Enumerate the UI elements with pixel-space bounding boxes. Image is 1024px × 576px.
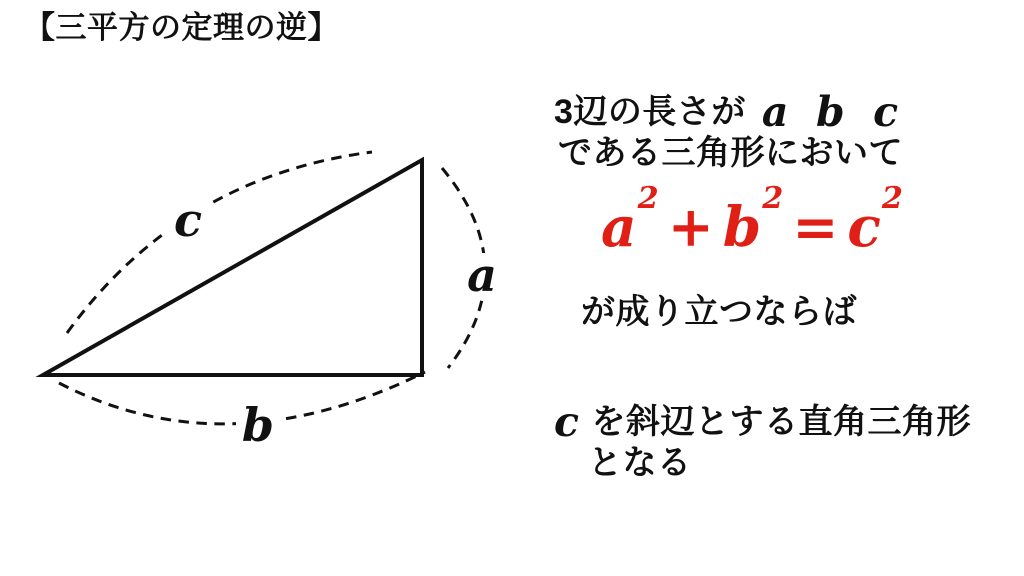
vertical-side-label: a	[467, 248, 497, 302]
conclusion-line1	[554, 398, 971, 446]
formula-c-exponent: 2	[881, 180, 903, 216]
formula-b-exponent: 2	[762, 180, 784, 216]
conclusion-line1-text: を斜辺とする直角三角形	[591, 403, 971, 441]
var-c: c	[873, 88, 899, 136]
statement-line1	[554, 88, 899, 136]
page-title: 【三平方の定理の逆】	[24, 10, 339, 45]
var-b: b	[816, 88, 846, 136]
conclusion-var-c: c	[554, 398, 580, 446]
hypotenuse-label: c	[173, 193, 203, 247]
statement-line2: である三角形において	[558, 134, 903, 172]
plus-sign: +	[667, 194, 714, 259]
equals-sign: =	[792, 194, 839, 259]
base-label: b	[241, 398, 275, 452]
statement-line1-prefix: 3辺の長さが	[554, 93, 746, 131]
conclusion-line2: となる	[588, 444, 692, 482]
var-a: a	[761, 88, 789, 136]
statement-line3: が成り立つならば	[581, 293, 857, 331]
formula-b: b	[722, 194, 762, 259]
formula-c: c	[847, 194, 881, 259]
formula-a: a	[601, 194, 637, 259]
pythagoras-formula	[601, 180, 903, 259]
formula-a-exponent: 2	[637, 180, 659, 216]
hypotenuse-dashed-arc	[67, 152, 372, 333]
